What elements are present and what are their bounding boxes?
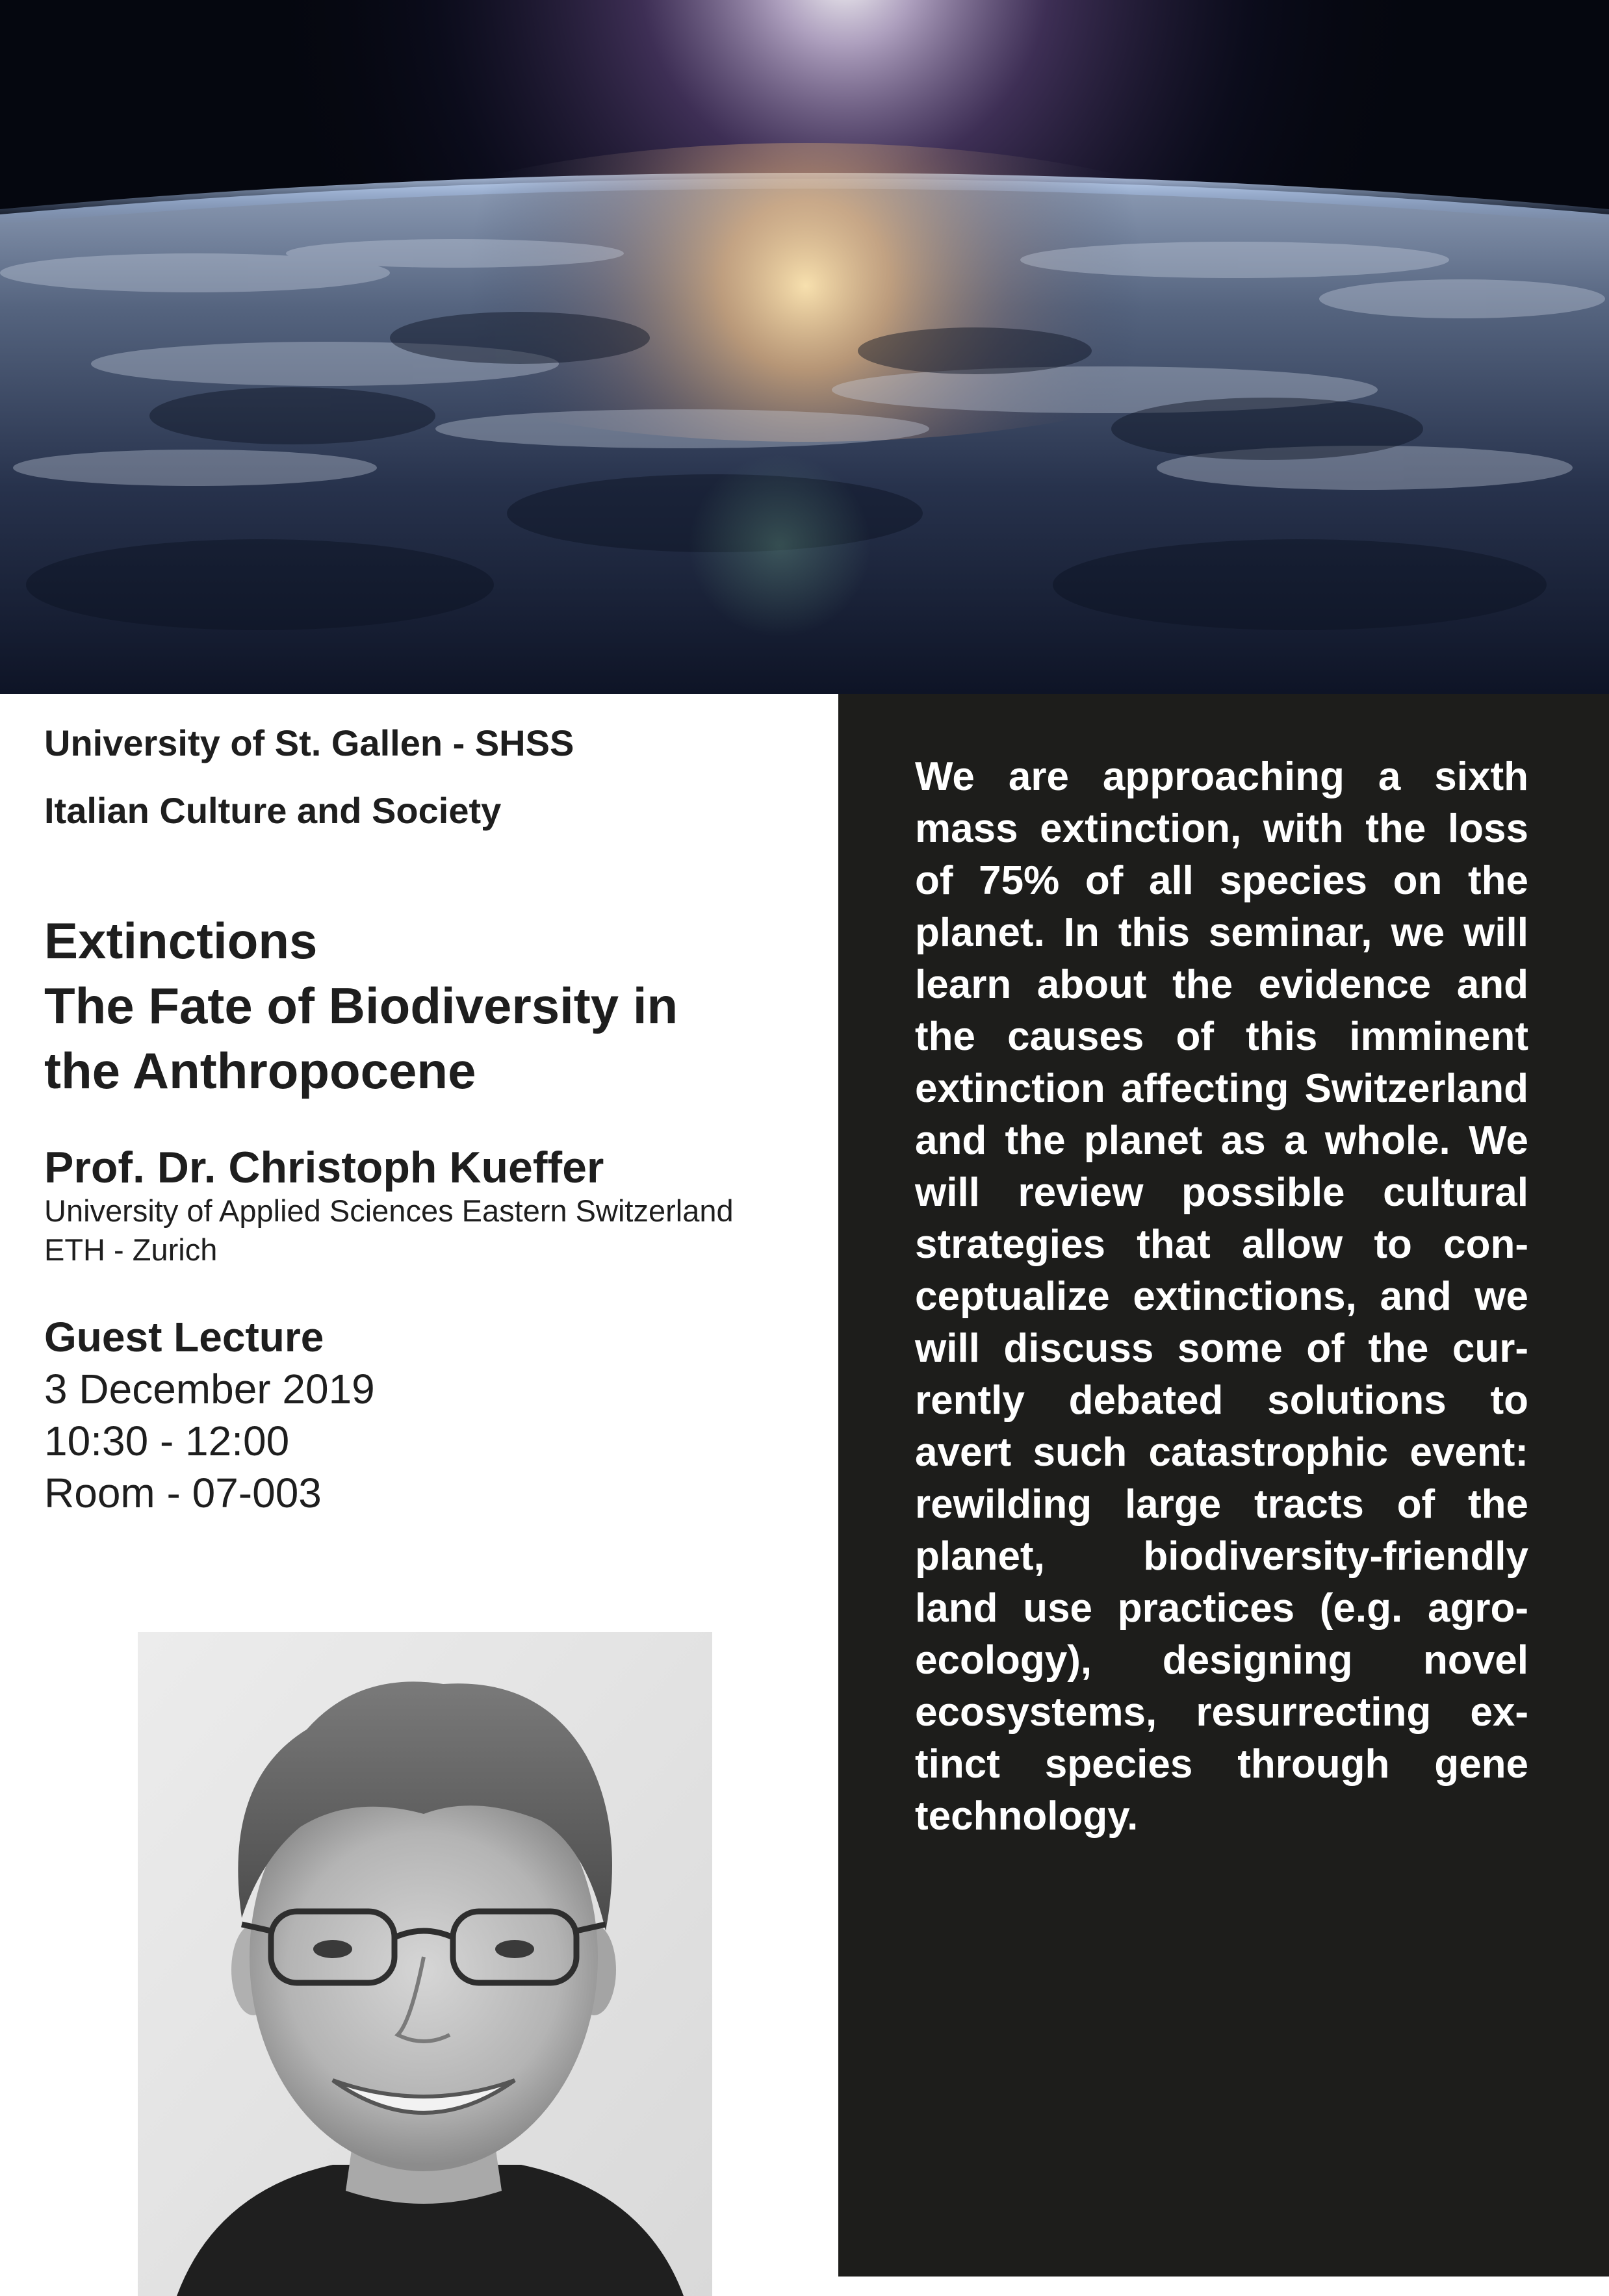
hero-earth-image — [0, 0, 1609, 694]
left-column — [0, 694, 838, 2277]
institution-name: University of St. Gallen - SHSS — [44, 722, 574, 763]
event-room: Room - 07-003 — [44, 1470, 322, 1516]
speaker-affiliation-2: ETH - Zurich — [44, 1232, 218, 1267]
event-time: 10:30 - 12:00 — [44, 1418, 290, 1464]
speaker-affiliation-1: University of Applied Sciences Eastern Switzerland — [44, 1193, 734, 1228]
speaker-portrait — [138, 1632, 712, 2296]
abstract-text: We are approaching a sixth mass extinction, with the loss of 75% of all species on the planet. In this seminar, we will learn about the evidence and the causes of this imminent extinction affecting Switzerland and the planet as a whole. We will review possible cultural strategies that allow to conceptualize extinctions, and we will discuss some of the currently debated solutions to avert such catastrophic event: rewilding large tracts of the planet, biodiversity-friendly land use practices (e.g. agroecology), designing novel ecosystems, resurrecting extinct species through gene technology. — [915, 754, 1528, 1839]
speaker-name: Prof. Dr. Christoph Kueffer — [44, 1143, 604, 1192]
event-date: 3 December 2019 — [44, 1366, 375, 1412]
lecture-title-line-3: the Anthropocene — [44, 1042, 476, 1099]
lecture-title-line-1: Extinctions — [44, 912, 318, 969]
lecture-title-line-2: The Fate of Biodiversity in — [44, 977, 678, 1034]
right-column-abstract-panel — [838, 694, 1609, 2277]
lecture-title — [44, 908, 824, 1103]
program-name: Italian Culture and Society — [44, 790, 502, 831]
event-type: Guest Lecture — [44, 1314, 324, 1360]
